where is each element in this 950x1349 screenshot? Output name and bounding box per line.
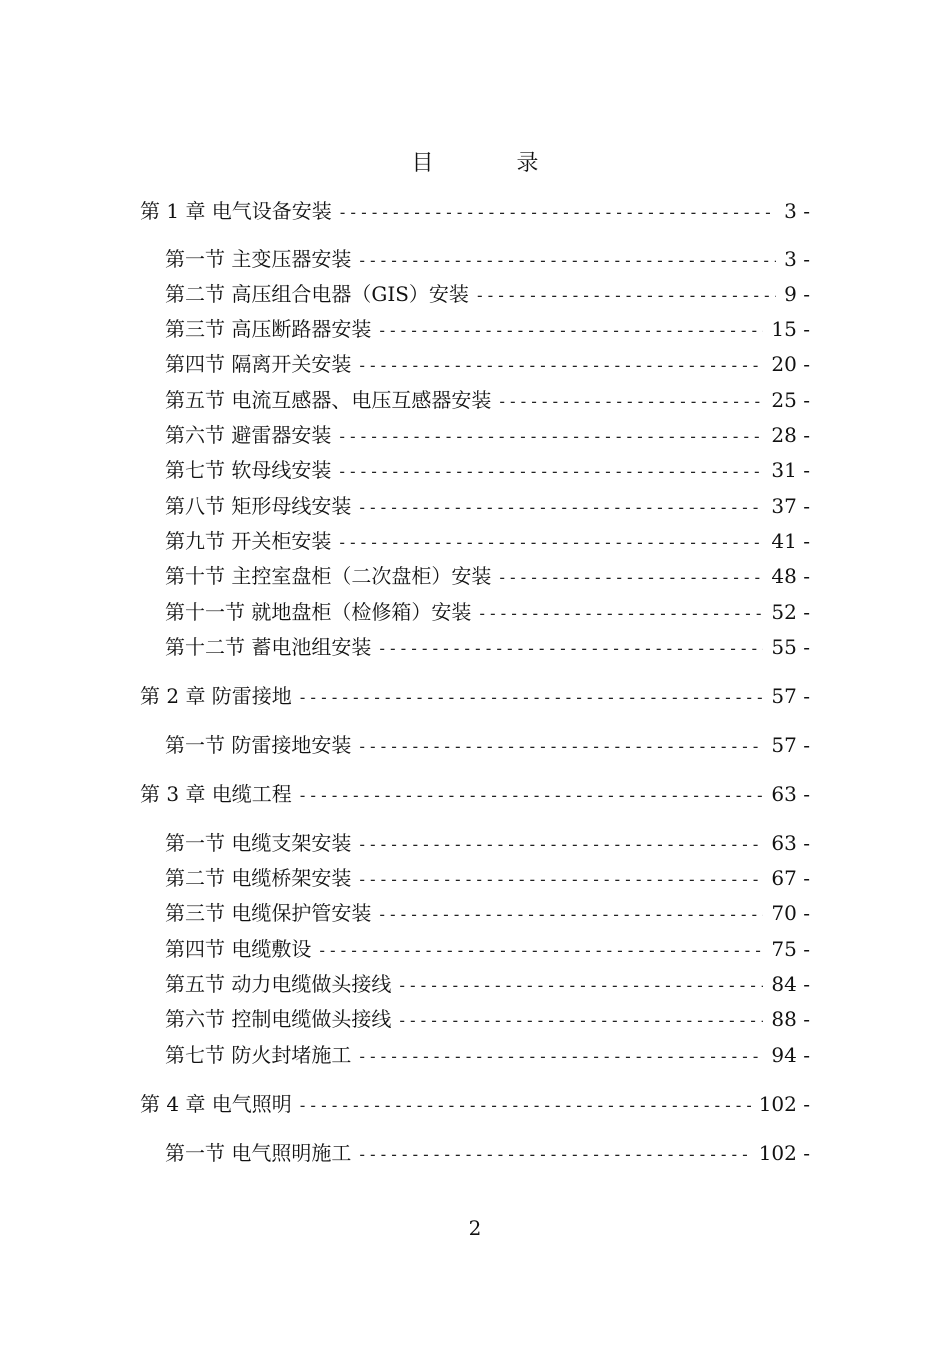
toc-page-number: 31 - — [771, 458, 810, 482]
toc-chapter-entry[interactable] — [140, 1089, 810, 1119]
toc-leader — [298, 781, 764, 811]
toc-section-entry[interactable] — [165, 828, 810, 858]
toc-label: 第七节 防火封堵施工 — [165, 1043, 352, 1067]
toc-leader — [337, 457, 763, 487]
toc-label: 第二节 高压组合电器（GIS）安装 — [165, 282, 469, 306]
toc-page-number: 67 - — [771, 866, 810, 890]
toc-section-entry[interactable] — [165, 969, 810, 999]
toc-leader — [338, 198, 776, 228]
toc-leader — [298, 683, 764, 713]
toc-chapter-entry[interactable] — [140, 196, 810, 226]
toc-leader — [357, 865, 763, 895]
toc-leader — [477, 599, 763, 629]
toc-label: 第 4 章 电气照明 — [140, 1092, 292, 1116]
toc-section-entry[interactable] — [165, 561, 810, 591]
toc-label: 第一节 防雷接地安装 — [165, 733, 352, 757]
toc-label: 第五节 电流互感器、电压互感器安装 — [165, 388, 492, 412]
toc-page-number: 37 - — [771, 494, 810, 518]
toc-label: 第六节 避雷器安装 — [165, 423, 332, 447]
toc-page-number: 55 - — [771, 635, 810, 659]
toc-leader — [377, 634, 763, 664]
toc-label: 第三节 电缆保护管安装 — [165, 901, 372, 925]
toc-label: 第四节 隔离开关安装 — [165, 352, 352, 376]
toc-leader — [377, 900, 763, 930]
toc-leader — [397, 1006, 763, 1036]
toc-section-entry[interactable] — [165, 526, 810, 556]
toc-section-entry[interactable] — [165, 279, 810, 309]
toc-page-number: 3 - — [784, 199, 810, 223]
toc-page-number: 70 - — [771, 901, 810, 925]
toc-page-number: 48 - — [771, 564, 810, 588]
toc-label: 第 2 章 防雷接地 — [140, 684, 292, 708]
toc-leader — [357, 351, 763, 381]
toc-label: 第 3 章 电缆工程 — [140, 782, 292, 806]
toc-page-number: 41 - — [771, 529, 810, 553]
toc-label: 第八节 矩形母线安装 — [165, 494, 352, 518]
toc-leader — [497, 563, 763, 593]
toc-section-entry[interactable] — [165, 1138, 810, 1168]
toc-label: 第一节 主变压器安装 — [165, 247, 352, 271]
toc-page-number: 9 - — [784, 282, 810, 306]
toc-section-entry[interactable] — [165, 385, 810, 415]
toc-page-number: 25 - — [771, 388, 810, 412]
toc-page-number: 20 - — [771, 352, 810, 376]
toc-leader — [357, 1140, 750, 1170]
toc-page-number: 75 - — [771, 937, 810, 961]
toc-section-entry[interactable] — [165, 1004, 810, 1034]
toc-section-entry[interactable] — [165, 597, 810, 627]
toc-leader — [357, 246, 776, 276]
toc-section-entry[interactable] — [165, 420, 810, 450]
toc-section-entry[interactable] — [165, 455, 810, 485]
toc-section-entry[interactable] — [165, 730, 810, 760]
toc-page-number: 15 - — [771, 317, 810, 341]
toc-page-number: 57 - — [771, 684, 810, 708]
toc-label: 第一节 电气照明施工 — [165, 1141, 352, 1165]
toc-label: 第十节 主控室盘柜（二次盘柜）安装 — [165, 564, 492, 588]
toc-leader — [337, 528, 763, 558]
toc-label: 第 1 章 电气设备安装 — [140, 199, 332, 223]
toc-label: 第五节 动力电缆做头接线 — [165, 972, 392, 996]
toc-label: 第十一节 就地盘柜（检修箱）安装 — [165, 600, 472, 624]
toc-leader — [497, 387, 763, 417]
toc-page-number: 63 - — [771, 782, 810, 806]
toc-leader — [397, 971, 763, 1001]
toc-chapter-entry[interactable] — [140, 779, 810, 809]
toc-section-entry[interactable] — [165, 863, 810, 893]
toc-label: 第七节 软母线安装 — [165, 458, 332, 482]
toc-leader — [337, 422, 763, 452]
toc-page-number: 28 - — [771, 423, 810, 447]
toc-label: 第二节 电缆桥架安装 — [165, 866, 352, 890]
toc-label: 第三节 高压断路器安装 — [165, 317, 372, 341]
toc-chapter-entry[interactable] — [140, 681, 810, 711]
toc-label: 第六节 控制电缆做头接线 — [165, 1007, 392, 1031]
toc-section-entry[interactable] — [165, 491, 810, 521]
toc-page-number: 94 - — [771, 1043, 810, 1067]
toc-section-entry[interactable] — [165, 632, 810, 662]
toc-label: 第四节 电缆敷设 — [165, 937, 312, 961]
toc-page-number: 57 - — [771, 733, 810, 757]
toc-leader — [298, 1091, 751, 1121]
toc-label: 第九节 开关柜安装 — [165, 529, 332, 553]
toc-page-number: 52 - — [771, 600, 810, 624]
toc-section-entry[interactable] — [165, 244, 810, 274]
toc-page-number: 3 - — [784, 247, 810, 271]
toc-leader — [357, 732, 763, 762]
page-number: 2 — [468, 1216, 482, 1240]
toc-page-number: 84 - — [771, 972, 810, 996]
toc-page-number: 102 - — [758, 1092, 810, 1116]
toc-label: 第十二节 蓄电池组安装 — [165, 635, 372, 659]
toc-leader — [357, 493, 763, 523]
toc-page-number: 102 - — [758, 1141, 810, 1165]
toc-page-number: 63 - — [771, 831, 810, 855]
toc-section-entry[interactable] — [165, 314, 810, 344]
toc-section-entry[interactable] — [165, 934, 810, 964]
toc-section-entry[interactable] — [165, 1040, 810, 1070]
toc-leader — [377, 316, 763, 346]
toc-label: 第一节 电缆支架安装 — [165, 831, 352, 855]
toc-leader — [475, 281, 776, 311]
toc-leader — [317, 936, 763, 966]
toc-leader — [357, 830, 763, 860]
toc-page-number: 88 - — [771, 1007, 810, 1031]
toc-section-entry[interactable] — [165, 349, 810, 379]
toc-leader — [357, 1042, 763, 1072]
toc-title: 目 录 — [411, 151, 577, 176]
toc-section-entry[interactable] — [165, 898, 810, 928]
